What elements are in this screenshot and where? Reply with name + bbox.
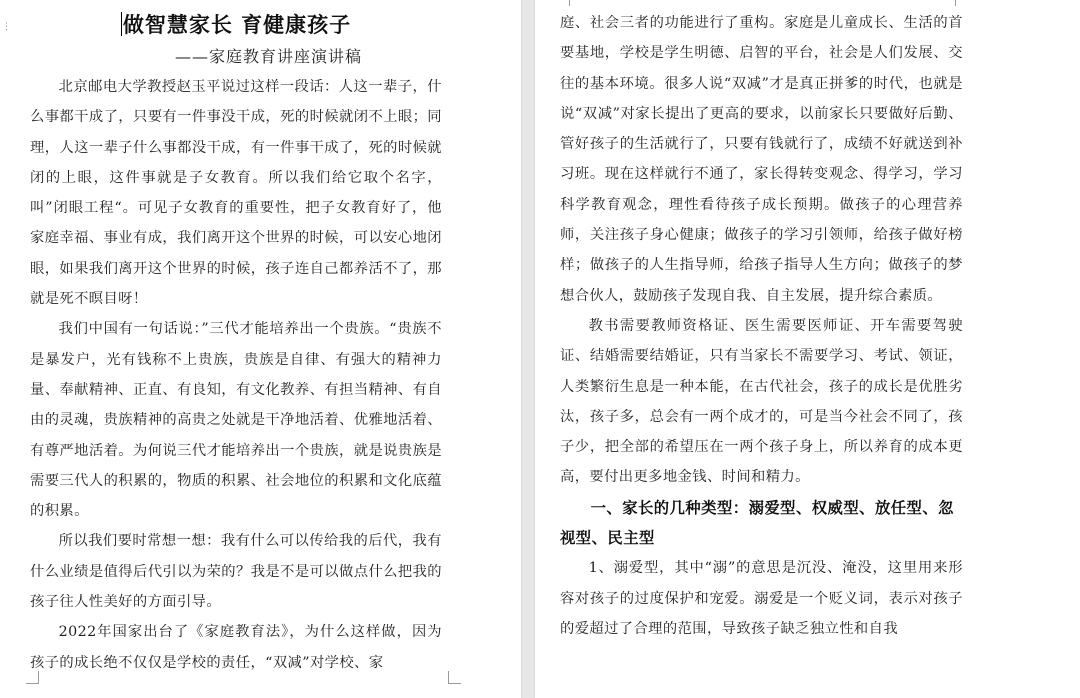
document-page-left[interactable]	[0, 0, 521, 698]
page-content[interactable]	[560, 8, 963, 644]
body-paragraph[interactable]: 2022年国家出台了《家庭教育法》，为什么这样做，因为孩子的成长绝不仅仅是学校的责任，“双减”对学校、家	[30, 624, 442, 671]
paragraph-mark-icon: ⋮	[2, 22, 11, 32]
page-corner-mark	[955, 0, 968, 6]
text-cursor	[121, 12, 122, 36]
section-heading[interactable]: 一、家长的几种类型：溺爱型、权威型、放任型、忽视型、民主型	[560, 498, 954, 548]
document-page-right[interactable]	[535, 0, 1080, 698]
document-title[interactable]	[30, 8, 442, 42]
document-subtitle[interactable]: ——家庭教育讲座演讲稿	[174, 47, 362, 66]
document-title-text: 做智慧家长 育健康孩子	[122, 12, 352, 37]
body-paragraph[interactable]: 1、溺爱型，其中“溺”的意思是沉没、淹没，这里用来形容对孩子的过度保护和宠爱。溺爱是一个贬义词，表示对孩子的爱超过了合理的范围，导致孩子缺乏独立性和自我	[560, 560, 963, 637]
page-corner-mark	[448, 671, 461, 684]
body-paragraph[interactable]: 我们中国有一句话说：”三代才能培养出一个贵族。“贵族不是暴发户，光有钱称不上贵族，贵族是自律、有强大的精神力量、奉献精神、正直、有良知，有文化教养、有担当精神、有自由的灵魂，贵族精神的高贵之处就是干净地活着、优雅地活着、有尊严地活着。为何说三代才能培养出一个贵族，就是说贵族是需要三代人的积累的，物质的积累、社会地位的积累和文化底蕴的积累。	[30, 321, 442, 520]
page-corner-mark	[557, 0, 570, 6]
body-paragraph[interactable]: 教书需要教师资格证、医生需要医师证、开车需要驾驶证、结婚需要结婚证，只有当家长不需要学习、考试、领证，人类繁衍生息是一种本能，在古代社会，孩子的成长是优胜劣汰，孩子多，总会有一两个成才的，可是当今社会不同了，孩子少，把全部的希望压在一两个孩子身上，所以养育的成本更高，要付出更多地金钱、时间和精力。	[560, 317, 963, 486]
body-paragraph[interactable]: 北京邮电大学教授赵玉平说过这样一段话：人这一辈子，什么事都干成了，只要有一件事没干成，死的时候就闭不上眼；同理，人这一辈子什么事都没干成，有一件事干成了，死的时候就闭的上眼，这件事就是子女教育。所以我们给它取个名字，叫”闭眼工程“。可见子女教育的重要性，把子女教育好了，他家庭幸福、事业有成，我们离开这个世界的时候，可以安心地闭眼，如果我们离开这个世界的时候，孩子连自己都养活不了，那就是死不暝目呀！	[30, 79, 442, 308]
body-paragraph[interactable]: 所以我们要时常想一想：我有什么可以传给我的后代，我有什么业绩是值得后代引以为荣的？我是不是可以做点什么把我的孩子往人性美好的方面引导。	[30, 533, 442, 611]
body-paragraph[interactable]: 庭、社会三者的功能进行了重构。家庭是儿童成长、生活的首要基地，学校是学生明德、启智的平台，社会是人们发展、交往的基本环境。很多人说“双减”才是真正拼爹的时代，也就是说“双减”对家长提出了更高的要求，以前家长只要做好后勤、管好孩子的生活就行了，只要有钱就行了，成绩不好就送到补习班。现在这样就行不通了，家长得转变观念、得学习，学习科学教育观念，理性看待孩子成长预期。做孩子的心理营养师，关注孩子身心健康；做孩子的学习引领师，给孩子做好榜样；做孩子的人生指导师，给孩子指导人生方向；做孩子的梦想合伙人，鼓励孩子发现自我、自主发展，提升综合素质。	[560, 15, 963, 304]
page-content[interactable]	[30, 8, 442, 678]
